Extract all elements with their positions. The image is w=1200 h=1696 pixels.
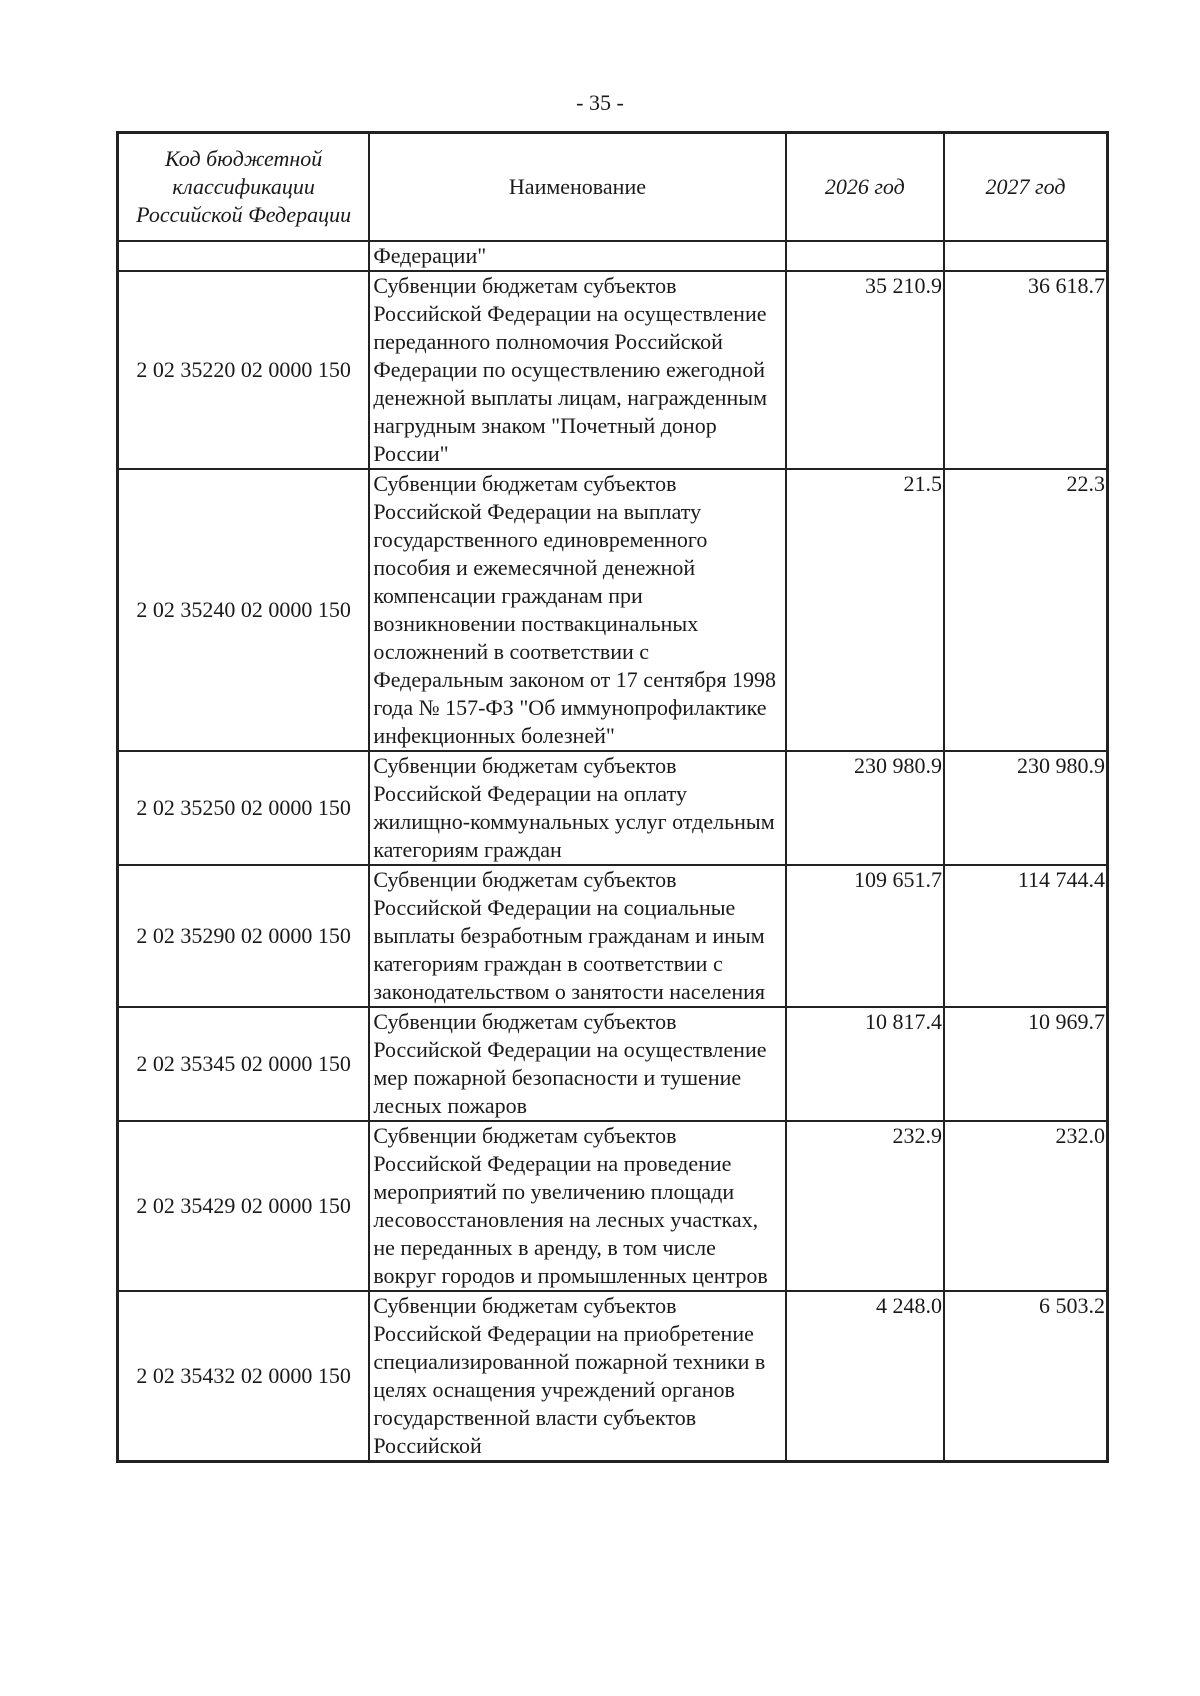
name-cell: Субвенции бюджетам субъектов Российской Федерации на осуществление переданного полномочия Российской Федерации по осуществлению ежегодной денежной выплаты лицам, награжденным нагрудным знаком "Почетный донор России"	[369, 271, 785, 469]
value-2027-cell: 6 503.2	[944, 1291, 1108, 1462]
name-cell: Субвенции бюджетам субъектов Российской Федерации на оплату жилищно-коммунальных услуг отдельным категориям граждан	[369, 751, 785, 865]
header-code: Код бюджетной классификации Российской Федерации	[118, 133, 370, 242]
code-cell: 2 02 35290 02 0000 150	[118, 865, 370, 1007]
table-row	[118, 1007, 1108, 1121]
value-2026-cell: 10 817.4	[786, 1007, 944, 1121]
value-2027-cell: 36 618.7	[944, 271, 1108, 469]
table-row	[118, 1291, 1108, 1462]
budget-table	[116, 131, 1109, 1463]
name-cell: Субвенции бюджетам субъектов Российской Федерации на выплату государственного единовременного пособия и ежемесячной денежной компенсации гражданам при возникновении поствакцинальных осложнений в соответствии с Федеральным законом от 17 сентября 1998 года № 157-ФЗ "Об иммунопрофилактике инфекционных болезней"	[369, 469, 785, 751]
code-cell: 2 02 35240 02 0000 150	[118, 469, 370, 751]
value-2026-cell: 230 980.9	[786, 751, 944, 865]
name-cell: Субвенции бюджетам субъектов Российской Федерации на социальные выплаты безработным гражданам и иным категориям граждан в соответствии с законодательством о занятости населения	[369, 865, 785, 1007]
table-row-continuation	[118, 241, 1108, 271]
table-row	[118, 751, 1108, 865]
code-cell: 2 02 35345 02 0000 150	[118, 1007, 370, 1121]
header-name: Наименование	[369, 133, 785, 242]
code-cell: 2 02 35250 02 0000 150	[118, 751, 370, 865]
value-2026-cell: 4 248.0	[786, 1291, 944, 1462]
name-cell: Субвенции бюджетам субъектов Российской Федерации на осуществление мер пожарной безопасности и тушение лесных пожаров	[369, 1007, 785, 1121]
value-2027-cell: 22.3	[944, 469, 1108, 751]
value-2027-cell: 10 969.7	[944, 1007, 1108, 1121]
value-2027-cell: 232.0	[944, 1121, 1108, 1291]
table-header-row	[118, 133, 1108, 242]
value-2027-cell: 114 744.4	[944, 865, 1108, 1007]
name-cell: Субвенции бюджетам субъектов Российской Федерации на приобретение специализированной пожарной техники в целях оснащения учреждений органов государственной власти субъектов Российской	[369, 1291, 785, 1462]
header-year-2026: 2026 год	[786, 133, 944, 242]
value-2026-cell: 35 210.9	[786, 271, 944, 469]
value-2026-cell	[786, 241, 944, 271]
value-2027-cell	[944, 241, 1108, 271]
value-2026-cell: 232.9	[786, 1121, 944, 1291]
name-cell: Субвенции бюджетам субъектов Российской Федерации на проведение мероприятий по увеличению площади лесовосстановления на лесных участках, не переданных в аренду, в том числе вокруг городов и промышленных центров	[369, 1121, 785, 1291]
table-row	[118, 1121, 1108, 1291]
value-2027-cell: 230 980.9	[944, 751, 1108, 865]
table-row	[118, 469, 1108, 751]
value-2026-cell: 21.5	[786, 469, 944, 751]
header-year-2027: 2027 год	[944, 133, 1108, 242]
code-cell: 2 02 35220 02 0000 150	[118, 271, 370, 469]
code-cell	[118, 241, 370, 271]
table-row	[118, 865, 1108, 1007]
name-cell: Федерации"	[369, 241, 785, 271]
table-row	[118, 271, 1108, 469]
code-cell: 2 02 35429 02 0000 150	[118, 1121, 370, 1291]
value-2026-cell: 109 651.7	[786, 865, 944, 1007]
code-cell: 2 02 35432 02 0000 150	[118, 1291, 370, 1462]
page-number: - 35 -	[576, 90, 624, 115]
